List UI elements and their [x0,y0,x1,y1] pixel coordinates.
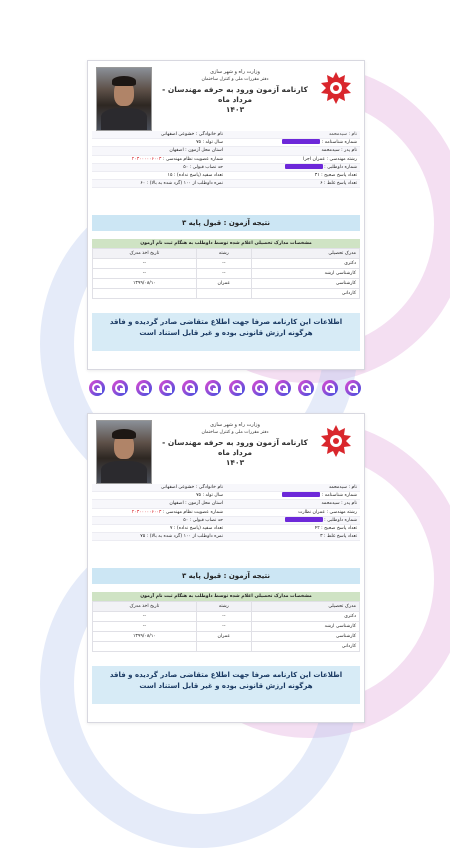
table-row [93,612,360,622]
correct-answers: تعداد پاسخ صحیح : ۴۲ [314,525,357,531]
engineering-field: رشته مهندسی : عمران نظارت [298,509,357,515]
brand-dot-icon [181,379,199,397]
candidate-photo [96,67,152,131]
redacted-candidate-number [285,517,323,522]
table-cell: ۱۳۹۹/۰۸/۱۰ [93,632,197,642]
brand-dot-icon [344,379,362,397]
ministry-logo-icon [318,424,354,460]
exam-result: نتیجه آزمون : قبول پایه ۳ [92,568,360,584]
candidate-score: نمره داوطلب از ۱۰۰ (گرد شده به بالا) : ۷۵ [140,534,223,540]
candidate-number-label: شماره داوطلبی : [324,517,357,523]
report-year: ۱۴۰۳ [225,458,245,467]
table-cell: کاردانی [251,642,359,652]
report-title: کارنامه آزمون ورود به حرفه مهندسان - مرداد ماه [162,85,308,104]
pass-threshold: حد نصاب قبولی : ۵۰ [183,164,223,170]
exam-result: نتیجه آزمون : قبول پایه ۳ [92,215,360,231]
column-header: تاریخ اخذ مدرک [93,602,197,612]
column-header: رشته [196,602,251,612]
redacted-id [282,492,320,497]
exam-province-field: استان محل آزمون : اصفهان [169,148,223,154]
candidate-score: نمره داوطلب از ۱۰۰ (گرد شده به بالا) : ۶۰ [140,181,223,187]
table-cell [93,289,197,299]
report-header [88,414,364,484]
redacted-candidate-number [285,164,323,169]
table-cell [196,642,251,652]
father-name-field: نام پدر : سیدمحمد [321,501,357,507]
birth-year-field: سال تولد : ۷۵ [196,140,223,146]
table-cell: کارشناسی [251,279,359,289]
exam-report-card-2 [87,413,365,723]
name-field: نام : سیدمحمد [328,485,357,490]
membership-label: شماره عضویت نظام مهندسی : [162,509,223,515]
id-number-label: شماره شناسنامه : [321,493,357,499]
table-cell: -- [93,269,197,279]
table-row [93,622,360,632]
table-cell: کارشناسی ارشد [251,269,359,279]
exam-report-card-1 [87,60,365,370]
column-header: تاریخ اخذ مدرک [93,249,197,259]
column-header: مدرک تحصیلی [251,249,359,259]
org-name: وزارت راه و شهر سازی [210,69,260,75]
table-cell [93,642,197,652]
brand-dot-icon [297,379,315,397]
table-header-row [93,602,360,612]
table-row [93,279,360,289]
family-name-field: نام خانوادگی : خشوعی اصفهانی [160,485,223,490]
table-row [93,269,360,279]
column-header: رشته [196,249,251,259]
education-title: مشخصات مدارک تحصیلی اعلام شده توسط داوطلب به هنگام ثبت نام آزمون [92,592,360,601]
org-office: دفتر مقررات ملی و کنترل ساختمان [201,77,269,82]
table-cell: ۱۳۹۹/۰۸/۱۰ [93,279,197,289]
table-cell: عمران [196,632,251,642]
blank-answers: تعداد سفید (پاسخ نداده) : ۱۵ [167,172,223,178]
family-name-field: نام خانوادگی : خشوعی اصفهانی [160,132,223,137]
decorative-divider [88,377,362,399]
table-cell: کارشناسی ارشد [251,622,359,632]
org-office: دفتر مقررات ملی و کنترل ساختمان [201,430,269,435]
wrong-answers: تعداد پاسخ غلط : ۶ [320,181,357,187]
correct-answers: تعداد پاسخ صحیح : ۳۱ [314,172,357,178]
table-row [93,289,360,299]
table-cell: -- [93,259,197,269]
candidate-number-label: شماره داوطلبی : [324,164,357,170]
brand-dot-icon [111,379,129,397]
membership-label: شماره عضویت نظام مهندسی : [162,156,223,162]
brand-dot-icon [228,379,246,397]
redacted-id [282,139,320,144]
exam-province-field: استان محل آزمون : اصفهان [169,501,223,507]
report-title-block [158,422,312,468]
brand-dot-icon [88,379,106,397]
education-title: مشخصات مدارک تحصیلی اعلام شده توسط داوطلب به هنگام ثبت نام آزمون [92,239,360,248]
table-cell: -- [93,612,197,622]
membership-number: ۲۰۳۰۰۰۰۰۶۰۰۳ [131,156,162,162]
table-cell: دکتری [251,612,359,622]
brand-dot-icon [135,379,153,397]
pass-threshold: حد نصاب قبولی : ۵۰ [183,517,223,523]
wrong-answers: تعداد پاسخ غلط : ۳ [320,534,357,540]
father-name-field: نام پدر : سیدمحمد [321,148,357,154]
table-cell: -- [196,622,251,632]
table-cell: -- [93,622,197,632]
table-row [93,632,360,642]
brand-dot-icon [321,379,339,397]
blank-answers: تعداد سفید (پاسخ نداده) : ۷ [169,525,223,531]
table-row [93,259,360,269]
brand-dot-icon [158,379,176,397]
engineering-field: رشته مهندسی : عمران اجرا [303,156,357,162]
membership-number: ۲۰۳۰۰۰۰۰۶۰۰۳ [131,509,162,515]
ministry-logo-icon [318,71,354,107]
table-cell: عمران [196,279,251,289]
table-cell: کاردانی [251,289,359,299]
report-title-block [158,69,312,115]
report-title: کارنامه آزمون ورود به حرفه مهندسان - مرداد ماه [162,438,308,457]
education-table [92,248,360,299]
table-cell: کارشناسی [251,632,359,642]
table-header-row [93,249,360,259]
report-year: ۱۴۰۳ [225,105,245,114]
legal-notice: اطلاعات این کارنامه صرفا جهت اطلاع متقاضی صادر گردیده و فاقد هرگونه ارزش قانونی بوده و غیر قابل استناد است [92,313,360,351]
table-cell [196,289,251,299]
candidate-info [92,484,360,560]
table-cell: -- [196,612,251,622]
table-row [93,642,360,652]
brand-dot-icon [274,379,292,397]
brand-dot-icon [251,379,269,397]
name-field: نام : سیدمحمد [328,132,357,137]
candidate-photo [96,420,152,484]
table-cell: دکتری [251,259,359,269]
birth-year-field: سال تولد : ۷۵ [196,493,223,499]
org-name: وزارت راه و شهر سازی [210,422,260,428]
id-number-label: شماره شناسنامه : [321,140,357,146]
candidate-info [92,131,360,207]
table-cell: -- [196,269,251,279]
report-header [88,61,364,131]
brand-dot-icon [204,379,222,397]
table-cell: -- [196,259,251,269]
column-header: مدرک تحصیلی [251,602,359,612]
education-table [92,601,360,652]
legal-notice: اطلاعات این کارنامه صرفا جهت اطلاع متقاضی صادر گردیده و فاقد هرگونه ارزش قانونی بوده و غیر قابل استناد است [92,666,360,704]
